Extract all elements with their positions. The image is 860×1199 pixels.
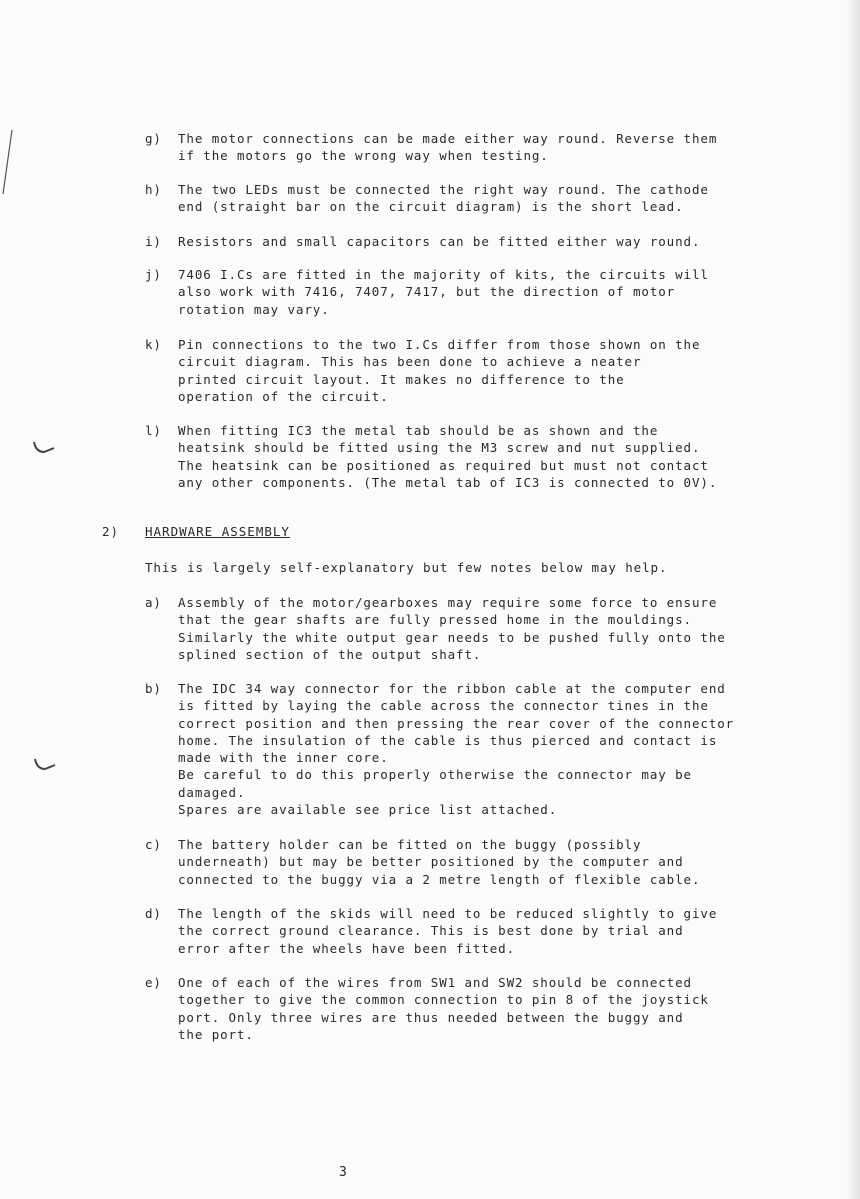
item-text-h: The two LEDs must be connected the right way round. The cathode end (straight bar on the circuit diagram) is the short lead.: [178, 182, 709, 215]
section-intro: This is largely self-explanatory but few notes below may help.: [145, 560, 668, 575]
item-text-a: Assembly of the motor/gearboxes may require some force to ensure that the gear shafts are fully pressed home in the mouldings. Similarly the white output gear needs to be pushed fully onto the splined section of the output shaft.: [178, 595, 726, 662]
item-label-h: h): [145, 182, 162, 197]
page-edge-shadow: [846, 0, 860, 1199]
hole-punch-mark-upper: [32, 440, 58, 456]
item-text-e: One of each of the wires from SW1 and SW2 should be connected together to give the common connection to pin 8 of the joystick port. Only three wires are thus needed between the buggy and the port.: [178, 975, 709, 1042]
item-label-b: b): [145, 681, 162, 696]
item-text-i: Resistors and small capacitors can be fitted either way round.: [178, 234, 701, 249]
section-title: HARDWARE ASSEMBLY: [145, 524, 290, 539]
item-label-j: j): [145, 267, 162, 282]
item-text-g: The motor connections can be made either way round. Reverse them if the motors go the wrong way when testing.: [178, 131, 718, 164]
item-label-e: e): [145, 975, 162, 990]
item-text-c: The battery holder can be fitted on the buggy (possibly underneath) but may be better positioned by the computer and connected to the buggy via a 2 metre length of flexible cable.: [178, 837, 701, 887]
item-label-d: d): [145, 906, 162, 921]
item-text-l: When fitting IC3 the metal tab should be as shown and the heatsink should be fitted using the M3 screw and nut supplied. The heatsink can be positioned as required but must not contact any other components. (The metal tab of IC3 is connected to 0V).: [178, 423, 718, 490]
item-label-c: c): [145, 837, 162, 852]
section-number: 2): [102, 524, 120, 539]
item-label-g: g): [145, 131, 162, 146]
item-label-l: l): [145, 423, 162, 438]
hole-punch-mark-lower: [33, 757, 59, 773]
item-text-d: The length of the skids will need to be reduced slightly to give the correct ground clearance. This is best done by trial and error after the wheels have been fitted.: [178, 906, 718, 956]
item-text-j: 7406 I.Cs are fitted in the majority of kits, the circuits will also work with 7416, 7407, 7417, but the direction of motor rotation may vary.: [178, 267, 709, 317]
item-label-i: i): [145, 234, 162, 249]
item-label-k: k): [145, 337, 162, 352]
item-text-k: Pin connections to the two I.Cs differ from those shown on the circuit diagram. This has been done to achieve a neater printed circuit layout. It makes no difference to the operation of the circuit.: [178, 337, 701, 404]
item-label-a: a): [145, 595, 162, 610]
item-text-b: The IDC 34 way connector for the ribbon cable at the computer end is fitted by laying the cable across the connector tines in the correct position and then pressing the rear cover of the connector home. The insulation of the cable is thus pierced and contact is made with the inner core. Be careful to do this properly otherwise the connector may be damaged. Spares are available see price list attached.: [178, 681, 735, 818]
page-number: 3: [339, 1165, 347, 1180]
margin-pencil-line: [0, 128, 14, 198]
